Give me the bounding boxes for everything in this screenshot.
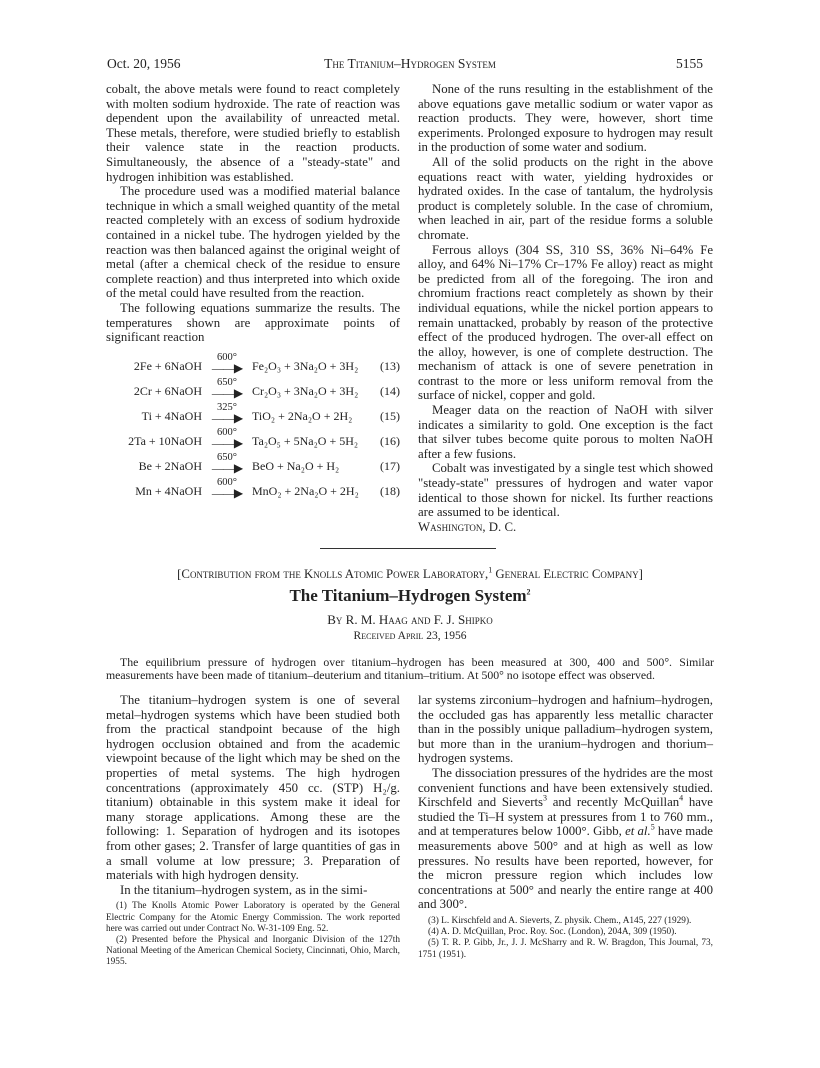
equation-16 (106, 424, 400, 449)
footnote: (5) T. R. P. Gibb, Jr., J. J. McSharry and R. W. Bragdon, This Journal, 73, 1751 (1951). (418, 938, 713, 960)
paragraph: cobalt, the above metals were found to react completely with molten sodium hydroxide. The rate of reaction was dependent upon the availability of unreacted metal. These metals, therefore, were studied briefly to establish their valence state in the reaction products. Simultaneously, the absence of a "steady-state" and hydrogen inhibition was established. (106, 82, 400, 184)
footnote: (2) Presented before the Physical and Inorganic Division of the 127th National Meeting of the American Chemical Society, Cincinnati, Ohio, March, 1955. (106, 934, 400, 968)
footnote: (4) A. D. McQuillan, Proc. Roy. Soc. (London), 204A, 309 (1950). (428, 927, 677, 938)
citation-ref: 3 (543, 793, 548, 803)
equation-13 (106, 349, 400, 374)
reaction-temperature: 650° (217, 376, 237, 388)
equation-17 (106, 449, 400, 474)
body-left-column (106, 693, 400, 969)
equation-reactants: 2Cr + 6NaOH (133, 384, 202, 399)
reaction-temperature: 325° (217, 401, 237, 413)
equation-list (106, 349, 400, 499)
equation-products: TiO₂ + 2Na₂O + 2H₂ (252, 409, 353, 424)
footnote-ref: 2 (526, 587, 531, 597)
contribution-line: [Contribution from the Knolls Atomic Power Laboratory,$^1$ General Electric Company] (177, 565, 643, 581)
running-header-date: Oct. 20, 1956 (107, 56, 181, 71)
reaction-temperature: 650° (217, 451, 237, 463)
citation-ref: 4 (679, 793, 684, 803)
footnote-ref: 1 (488, 565, 493, 575)
equation-18 (106, 474, 400, 499)
paragraph: Ferrous alloys (304 SS, 310 SS, 36% Ni–64% Fe alloy, and 64% Ni–17% Cr–17% Fe alloy) react as might be predicted from all of the foregoing. The iron and chromium fractions react completely as shown by their individual equations, while the nickel portion appears to remain unattacked, probably by reason of the protective effect of the produced hydrogen. The over-all effect on the alloy, however, is one of complete destruction. The mechanism of attack is one of severe penetration in contrast to the more or less uniform removal from the surface of nickel, copper and gold. (418, 242, 713, 403)
equation-number: (15) (380, 409, 400, 424)
paragraph: lar systems zirconium–hydrogen and hafnium–hydrogen, the occluded gas has apparently less metallic character than in the possibly unique palladium–hydrogen system, but more than in the uranium–hydrogen and thorium–hydrogen systems. (418, 693, 713, 766)
paragraph: The following equations summarize the results. The temperatures shown are approximate points of significant reaction (106, 300, 400, 345)
reaction-temperature: 600° (217, 426, 237, 438)
equation-products: Cr₂O₃ + 3Na₂O + 3H₂ (252, 384, 359, 399)
paragraph: The dissociation pressures of the hydrides are the most convenient functions and have been extensively studied. Kirschfeld and Sieverts$^3$ and recently McQuillan$^4$ have studied the Ti–H system at pressures from 1 to 760 mm., and at temperatures below 1000°. Gibb, et al.$^5$ have made measurements above 500° and at high as well as low pressures. No results have been reported, however, for the micron pressure region which includes low concentrations at 500° and nearly the entire range at 400 and 300°. (418, 765, 713, 912)
reaction-temperature: 600° (217, 351, 237, 363)
article-title: The Titanium–Hydrogen System$^2$ (289, 586, 531, 605)
reaction-arrow: 600° ——▶ (211, 426, 243, 450)
equation-products: Ta₂O₅ + 5Na₂O + 5H₂ (252, 434, 359, 449)
reaction-arrow: 650° ——▶ (211, 376, 243, 400)
reaction-arrow: 650° ——▶ (211, 451, 243, 475)
paragraph: In the titanium–hydrogen system, as in the simi- (120, 882, 368, 897)
section-divider (320, 548, 496, 549)
byline: By R. M. Haag and F. J. Shipko (327, 612, 493, 627)
equation-reactants: Be + 2NaOH (138, 459, 202, 474)
equation-reactants: 2Fe + 6NaOH (133, 359, 202, 374)
paragraph: All of the solid products on the right in the above equations react with water, yielding hydroxides or hydrated oxides. In the case of tantalum, the hydrolysis product is completely soluble. In the case of chromium, when leached in air, part of the residue forms a soluble chromate. (418, 154, 713, 242)
equation-products: Fe₂O₃ + 3Na₂O + 3H₂ (252, 359, 359, 374)
paragraph: None of the runs resulting in the establishment of the above equations gave metallic sodium or water vapor as reaction products. They were, however, short time experiments. Prolonged exposure to hydrogen may result in the production of some water and sodium. (418, 82, 713, 155)
right-column (418, 82, 713, 534)
equation-number: (13) (380, 359, 400, 374)
abstract: The equilibrium pressure of hydrogen over titanium–hydrogen has been measured at 300, 400 and 500°. Similar measurements have been made of titanium–deuterium and titanium–tritium. At 500° no isotope effect was observed. (106, 655, 714, 683)
footnote: (3) L. Kirschfeld and A. Sieverts, Z. physik. Chem., A145, 227 (1929). (428, 915, 692, 926)
footnotes (106, 901, 400, 968)
paragraph: Meager data on the reaction of NaOH with silver indicates a similarity to gold. One exception is the fact that silver tubes become quite porous to molten NaOH after a few fusions. (418, 403, 713, 461)
paragraph: The titanium–hydrogen system is one of several metal–hydrogen systems which have been studied both from the practical standpoint because of the high hydrogen occlusion obtained and from the academic viewpoint because of the light which may be shed on the properties of metal systems. The high hydrogen concentrations (approximately 450 cc. (STP) H₂/g. titanium) obtainable in this system make it ideal for many storage applications. Among these are the following: 1. Separation of hydrogen and its isotopes from other gases; 2. Transfer of large quantities of gas in a small volume at low pressure; 3. Preparation of materials with high hydrogen density. (106, 693, 400, 883)
received-date: Received April 23, 1956 (353, 630, 467, 642)
equation-number: (17) (380, 459, 400, 474)
page-number: 5155 (676, 56, 703, 71)
paragraph: The procedure used was a modified material balance technique in which a small weighed quantity of the metal reacted completely with an excess of sodium hydroxide contained in a nickel tube. The hydrogen yielded by the reaction was then balanced against the original weight of metal (after a chemical check of the residue to ensure complete reaction) and thus interpreted into which oxide of the metal could have resulted from the reaction. (106, 184, 400, 301)
left-column (106, 82, 400, 499)
equation-reactants: Mn + 4NaOH (135, 484, 202, 499)
reaction-temperature: 600° (217, 476, 237, 488)
reaction-arrow: 325° ——▶ (211, 401, 243, 425)
equation-number: (16) (380, 434, 400, 449)
footnotes (418, 916, 713, 961)
reaction-arrow: 600° ——▶ (211, 476, 243, 500)
reaction-arrow: 600° ——▶ (211, 351, 243, 375)
location-signoff: Washington, D. C. (418, 519, 517, 534)
running-header-title: The Titanium–Hydrogen System (324, 56, 496, 71)
citation-ref: 5 (650, 823, 655, 833)
equation-number: (18) (380, 484, 400, 499)
equation-15 (106, 399, 400, 424)
equation-products: BeO + Na₂O + H₂ (252, 459, 340, 474)
footnote: (1) The Knolls Atomic Power Laboratory is operated by the General Electric Company for the Atomic Energy Commission. The work reported here was carried out under Contract No. W-31-109 Eng. 52. (106, 901, 400, 934)
equation-reactants: Ti + 4NaOH (141, 409, 202, 424)
paragraph: Cobalt was investigated by a single test which showed "steady-state" pressures of hydrogen and water vapor identical to those shown for nickel. Its further reactions are assumed to be identical. (418, 461, 713, 520)
equation-14 (106, 374, 400, 399)
equation-reactants: 2Ta + 10NaOH (128, 434, 202, 449)
body-right-column (418, 693, 713, 961)
equation-number: (14) (380, 384, 400, 399)
equation-products: MnO₂ + 2Na₂O + 2H₂ (252, 484, 359, 499)
